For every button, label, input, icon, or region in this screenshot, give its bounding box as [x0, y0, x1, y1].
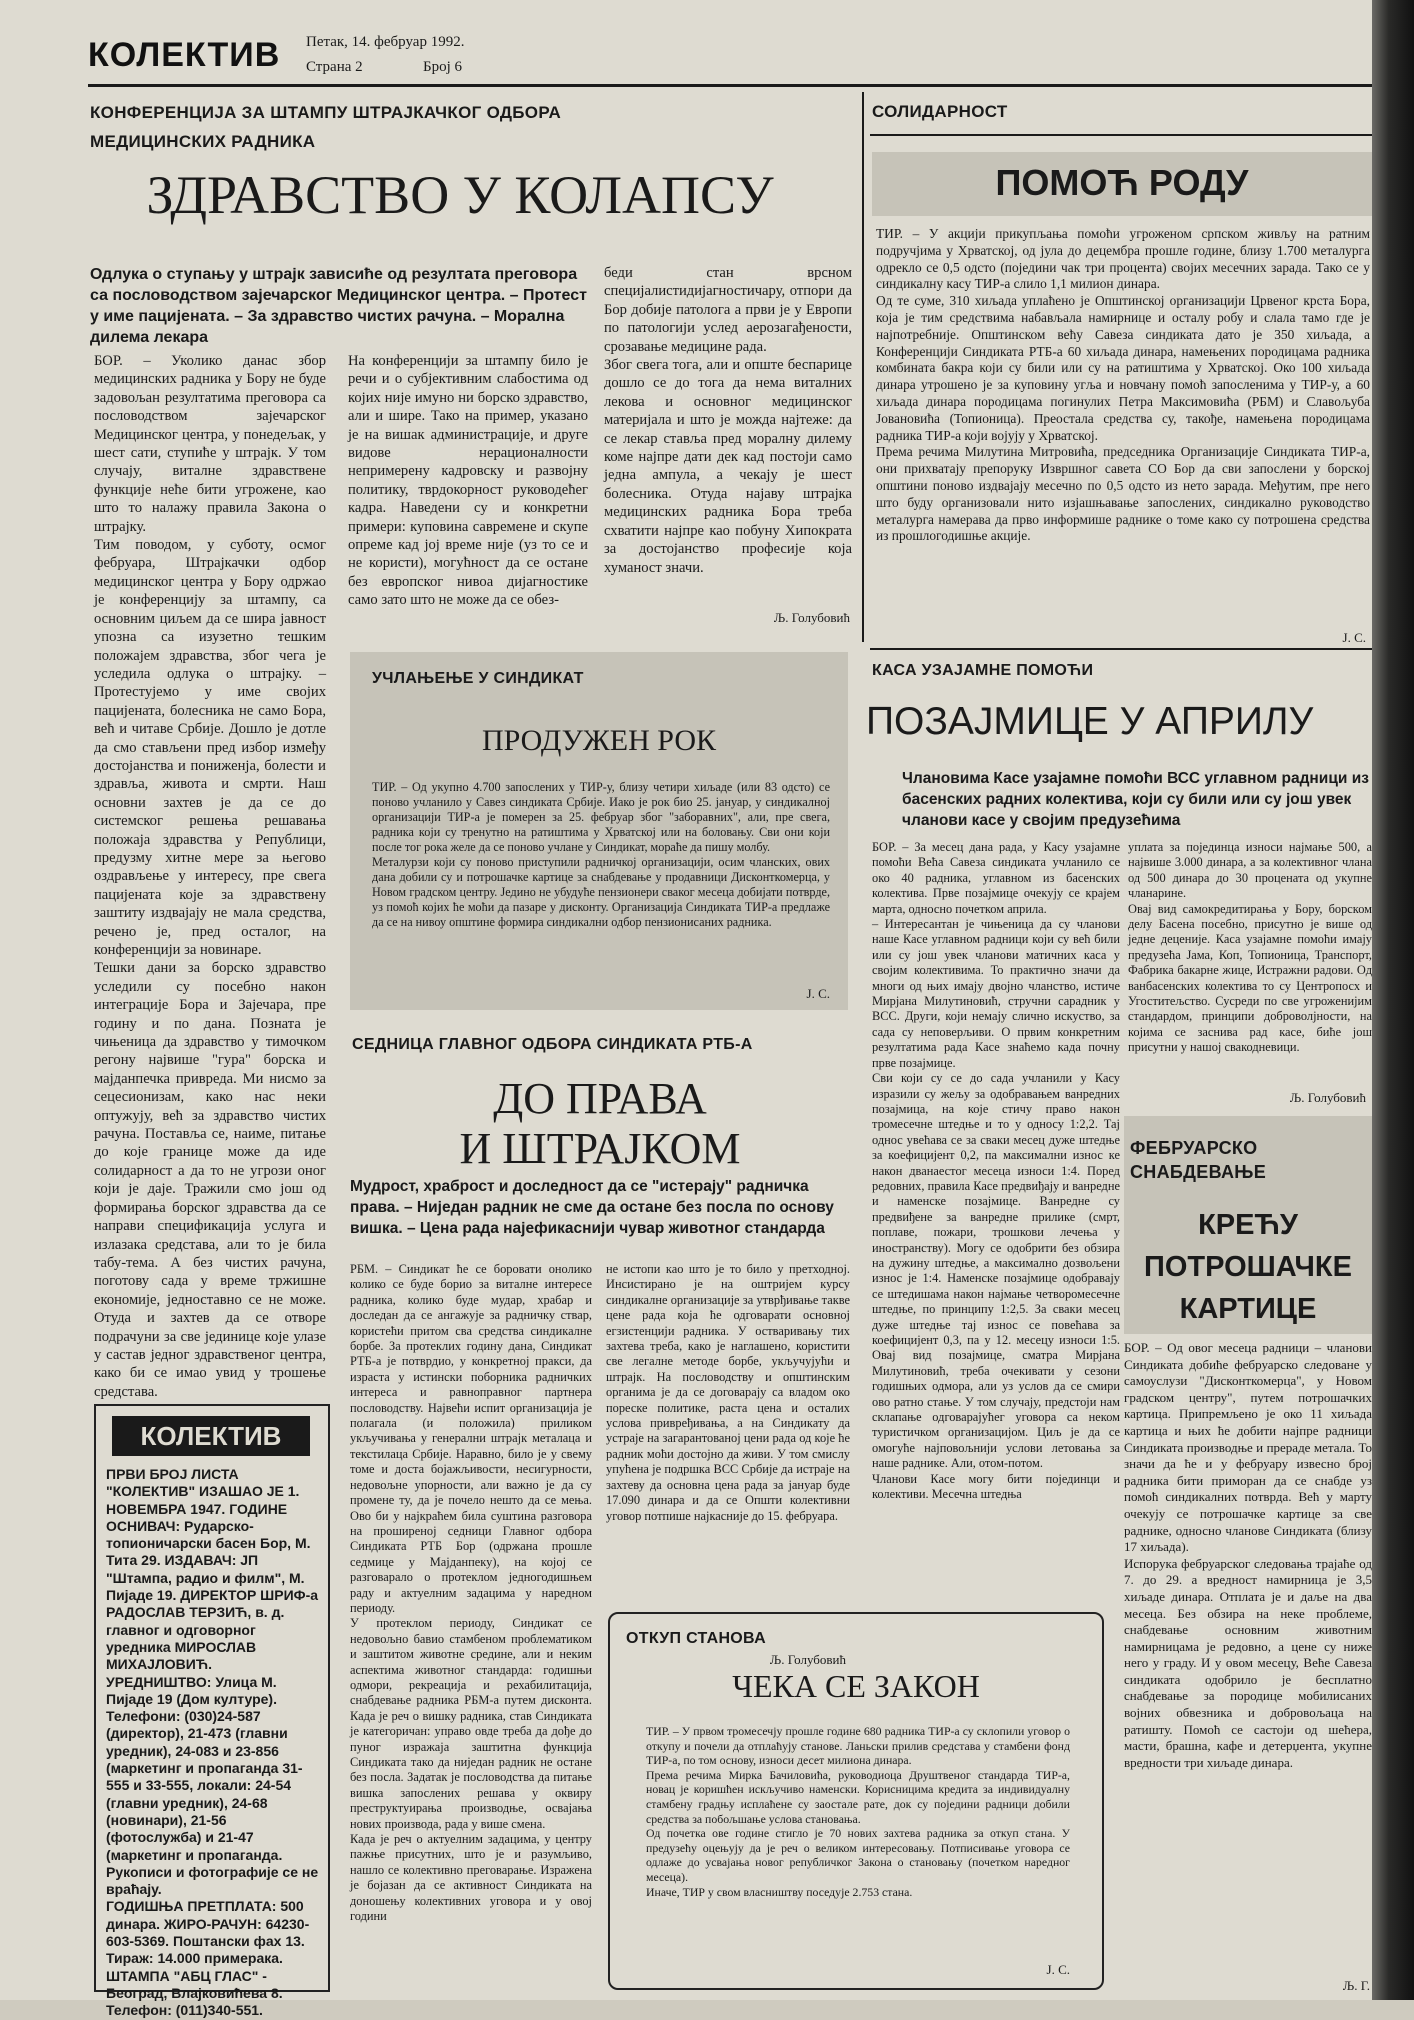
solidarnost-banner: [872, 152, 1372, 216]
main-column-3: беди стан врсном специјалистидијагностичару, отпори да Бор добије патолога а први је у Европи по патологији услед аерозагађености, срозавање медицине рада. Због свега тога, али и опште беспарице дошло се до тога да нема виталних лекова и основног медицинског материјала и што је можда најтеже: да се лекар ставља пред моралну дилему коме најпре дати дек кад постоји само једна ампула, а чекају је шест болесника. Отуда најаву штрајка медицинских радника Бора треба схватити најпре као побуну Хипократа за достојанство професије која хуманост значи.: [604, 265, 852, 576]
main-lead: Одлука о ступању у штрајк зависиће од резултата преговора са пословодством зајечарског Медицинског центра. – Протест у име пацијената. – За здравство чистих рачуна. – Морална дилема лекара: [90, 266, 587, 346]
stanovi-text: ТИР. – У првом тромесечју прошле године 680 радника ТИР-а су склопили уговор о откупу и почели да отплаћују станове. Ланьски прилив средстава у стамбени фонд ТИР-а, по том основу, износи десет милиона динара. Према речима Мирка Бачиловића, руководиоца Друштвеног стандарда ТИР-а, новац је коришћен искључиво наменски. Корисницима кредита за индивидуалну стамбену градњу исплаћене су заостале рате, док су поједини радници добили средства за побољшање услова становања. Од почетка ове године стигло је 70 нових захтева радника за откуп стана. У предузећу оцењују да је реч о великом интересовању. Потписивање уговора се одлаже до усвајања новог републичког Закона о становању (почетком наредног месеца). Иначе, ТИР у свом власништву поседује 2.753 стана.: [646, 1724, 1070, 1899]
kasa-lead: Члановима Касе узајамне помоћи ВСС углавном радници из басенских радних колектива, који су били или су још увек чланови касе у својим предузећима: [902, 770, 1369, 829]
stanovi-kicker: ОТКУП СТАНОВА: [626, 1630, 766, 1647]
kartice-headline-line3: КАРТИЦЕ: [1179, 1293, 1317, 1325]
kartice-text: БОР. – Од овог месеца радници – чланови Синдиката добиће фебруарско следоване у самоуслузи "Дисконткомерца", у Новом градском центру", путем потрошачких картица. Припремљено је око 11 хиљада картица и њих ће добити најпре радници Синдиката производње и прераде метала. То значи да ће и у фебруару извесно број радника бити приморан да се снабде уз помоћ синдикалних потврда. Већ у марту очекују се потрошачке картице за све раднике, односно чланове Синдиката (близу 17 хиљада). Испорука фебруарског следовања трајаће од 7. до 29. а вредност намирница је 3,5 хиљаде динара. Отплата је и даље на два месеца. Без обзира на неке проблеме, снабдевање основним животним намирницама је редовно, а цене су ниже него у граду. И у овом месецу, Веће Савеза синдиката одобрило је бесплатно снабдевање за породице мобилисаних војних обвезника и добровољаца на ратишту. Помоћ се састоји од шећера, масти, брашна, кафе и детерџента, укупне вредности три хиљаде динара.: [1124, 1340, 1372, 1770]
strike-headline-line1: ДО ПРАВА: [493, 1074, 707, 1123]
solidarnost-headline: ПОМОЋ РОДУ: [995, 162, 1249, 203]
rok-headline: ПРОДУЖЕН РОК: [481, 724, 717, 757]
box-stanovi: [608, 1612, 1104, 1990]
impressum-logo: КОЛЕКТИВ: [112, 1416, 310, 1456]
kasa-headline: ПОЗАЈМИЦЕ У АПРИЛУ: [866, 700, 1314, 743]
rok-signature: J. С.: [806, 986, 830, 1001]
kartice-banner: [1124, 1116, 1372, 1334]
box-rok: [350, 652, 848, 1010]
kartice-signature: Љ. Г.: [1342, 1978, 1370, 1993]
page-number: Страна 2: [306, 59, 363, 75]
stanovi-signature: J. С.: [1046, 1962, 1070, 1977]
strike-column-2: не истопи као што је то било у претходној. Инсистирано је на оштријем курсу синдикалне организације за утврђивање такве цене рада која ће одговарати основној егзистенцији радника. У остваривању тих захтева треба, како је наглашено, користити све легалне методе борбе, укључујући и штрајк. На пословодству и општинским органима је да се договарају са владом око пореске политике, раста цена и осталих услова привређивања, а на Синдикату да устраје на загарантованој цени рада од које ће радник моћи достојно да живи. У том смислу упућена је подршка ВСС Србије да истраје на захтеву да основна цена рада за јануар буде 17.090 динара и да се Општи колективни уговор потпише најкасније до 15. фебруара.: [606, 1262, 850, 1523]
binding-shadow: [1372, 0, 1414, 2000]
impressum-box: [94, 1404, 330, 2019]
kasa-column-1: БОР. – За месец дана рада, у Касу узајамне помоћи Већа Савеза синдиката учланило се око 40 радника, углавном из басенских колектива. Прве позајмице очекују се крајем марта, односно почетком априла. – Интересантан је чињеница да су чланови наше Касе углавном радници који су већ били или су још увек чланови матичних каса у својим колективима. То практично значи да многи од њих имају двојно чланство, истиче Мирјана Милутиновић, стручни сарадник у ВСС. Други, који немају слично искуство, за сада су неповерљиви. О првим конкретним резултатима рада Касе знаћемо када почну прве позајмице. Сви који су се до сада учланили у Касу изразили су жељу за одобравањем ванредних позајмица, на које стичу право након тромесечне штедње и то у односу 1:2,2. Тај однос увећава се за сваки месец дуже штедње за коефицијент 0,2, па максимални износ ке након дванаестог месеца износи 1:4. Поред редовних, правила Касе предвиђају и ванредне и наменске позајмице. Ванредне су предвиђене за ванредне прилике (смрт, поплаве, пожари, трошкови лечења у иностранству). Могу се одобрити без обзира на дужину штедње, а максимално дозвољени износ је 1:4. Наменске позајмице одобравају се штедишама након најмање четворомесечне штедње, по принципу 1:2,5. За сваки месец дуже штедње тај износ се повећава за коефицијент 0,3, па у 12. месецу износи 1:5. Овај вид позајмице, сматра Мирјана Милутиновић, треба очекивати у сезони годишњих одмора, али уз услов да се смири ово ратно стање. У том случају, предстоји нам склапање одговарајућег уговора са неком туристичком организацијом. Циљ је да се омогуће најповољнији услови летовања за наше раднике. Али, отом-потом. Чланови Касе могу бити појединци и колективи. Месечна штедња: [872, 840, 1120, 1502]
kartice-headline-line1: КРЕЋУ: [1198, 1209, 1298, 1241]
main-kicker: КОНФЕРЕНЦИЈА ЗА ШТАМПУ ШТРАЈКАЧКОГ ОДБОРА МЕДИЦИНСКИХ РАДНИКА: [90, 103, 562, 151]
main-column-1: БОР. – Уколико данас збор медицинских радника у Бору не буде задовољан резултатима преговора са пословодством зајечарског Медицинског центра, у понедељак, у шест сати, ступиће у штрајк. У том случају, виталне здравствене функције неће бити угрожене, као што то налажу правила Закона о штрајку. Тим поводом, у суботу, осмог фебруара, Штрајкачки одбор медицинског центра у Бору одржао је конференцију за штампу, са основним циљем да се шира јавност упозна са изузетно тешким положајем здравства, због чега је уследила одлука о штрајку. – Протестујемо у име својих пацијената, болесника не само Бора, већ и читаве Србије. Дошло је дотле да смо стављени пред избор између достојанства и пониженја, болести и здравља, живота и смрти. Наш основни захтев је да се до системског решења решавања положаја здравства у Републици, предузму хитне мере за његово оздрављење у интересу, пре свега пацијената које за здравствену заштиту издвајају не мала средства, речено је, пред осталог, на конференцији за новинаре. Тешки дани за борско здравство уследили су посебно након интеграције Бора и Зајечара, пре годину и по дана. Позната је чињеница да здравство у тимочком регону највише "гура" борска и мајданпечка привреда. Ми нисмо за сецесионизам, како нас неки оптужују, већ за здравство чистих рачуна. Поставља се, наиме, питање до које границе може да иде солидарност а да то не угрози оног који је даје. Тражили смо још од формирања борског здравства да се направи спецификација услуга и излазака средстава, али то је била табу-тема. А без чистих рачуна, поготову сада у време тржишне економије, једноставно се не може. Отуда и захтев да се отворе подрачуни за све јединице које улазе у састав једног здравственог центра, како би се имао увид у трошење средстава.: [94, 353, 326, 1400]
rok-text: ТИР. – Од укупно 4.700 запослених у ТИР-у, близу четири хиљаде (или 83 одсто) се поново учланило у Савез синдиката Србије. Иако је рок био 25. јануар, у синдикалној организацији ТИР-а је померен за 25. фебруар због "заборавних", али, пре свега, радника који су тренутно на ратиштима у Хрватској или на боловању. Сви они који после тог рока желе да се поново учлане у Синдикат, мораће да пишу молбу. Металурзи који су поново приступили радничкој организацији, осим чланских, ових дана добили су и потрошачке картице за снабдевање у продавници Дисконткомерца, у Новом градском центру. Једино не убудуће пензионери сваког месеца добијати потврде, уз помоћ којих ће моћи да пазаре у дисконту. Организација Синдиката ТИР-а предлаже да се на нивоу општине формира синдикални одбор пензионисаних радника.: [372, 780, 830, 929]
masthead-logo: КОЛЕКТИВ: [88, 36, 281, 74]
rok-kicker: УЧЛАЊЕЊЕ У СИНДИКАТ: [372, 670, 584, 687]
main-headline: ЗДРАВСТВО У КОЛАПСУ: [146, 165, 774, 225]
section-rule: [870, 648, 1372, 650]
solidarnost-signature: J. С.: [1342, 630, 1366, 645]
issue-date: Петак, 14. фебруар 1992.: [306, 34, 465, 50]
issue-number: Број 6: [423, 59, 463, 75]
main-signature: Љ. Голубовић: [773, 610, 850, 625]
strike-headline-line2: И ШТРАЈКОМ: [459, 1124, 741, 1173]
solidarnost-text: ТИР. – У акцији прикупљања помоћи угроженом српском живљу на ратним подручјима у Хрватској, од јула до децембра прошле године, близу 1.700 металурга одрекло се 0,5 одсто (поједини чак три процента) својих месечних зарада. Тако се у синдикалну касу ТИР-а слило 1,1 милион динара. Од те суме, 310 хиљада уплаћено је Општинској организацији Црвеног крста Бора, која је тим средствима набављала намирнице и осталу робу и слала тамо где је најпотребније. Општинском већу Савеза синдиката дато је 350 хиљада, а Конференцији Синдиката РТБ-а 60 хиљада динара, намењених породицама радника комбината бакра који су били или су на ратиштима у Хрватској. Око 100 хиљада динара утрошено је за куповину угља и новчану помоћ запосленима у ТИР-у, а 60 хиљада динара породицама погинулих Петра Максимовића (РБМ) и Славољуба Јовановића (Топионица). Преостала средства су, такође, намењена породицама радника ТИР-а који војују у Хрватској. Према речима Милутина Митровића, председника Организације Синдиката ТИР-а, они прихватају препоруку Извршног савета СО Бор да сви запослени у борској општини поново издвајају месечно по 0,5 одсто из нето зарада. Међутим, пре него што буду организовали нито изјашњавање запослених, синдикално руководство металурга намерава да прво информише раднике о томе како су потрошена средства из прошлогодишње акције.: [876, 226, 1370, 544]
kasa-signature: Љ. Голубовић: [1289, 1090, 1366, 1105]
kasa-kicker: КАСА УЗАЈАМНЕ ПОМОЋИ: [872, 662, 1094, 679]
masthead-rule: [88, 84, 1372, 87]
main-column-2: На конференцији за штампу било је речи и о субјективним слабостима од којих није имуно ни борско здравство, али и шире. Тако на пример, указано је на вишак администрације, и друге видове нерационалности непримерену кадровску и развојну политику, тврдокорност руководећег кадра. Наведени су и конкретни примери: куповина савремене и скупе опреме кад јој време није (уз то се и не користи), могућност да се остане без европског нивоа дијагностике само зато што не може да се обез-: [348, 353, 588, 609]
stanovi-headline: ЧЕКА СЕ ЗАКОН: [732, 1668, 980, 1704]
strike-column-1: РБМ. – Синдикат ће се боровати онолико колико се буде борио за виталне интересе радника, колико буде мудар, храбар и доследан да се ангажује за радничку ствар, користећи притом сва средства синдикалне борбе. За протеклих годину дана, Синдикат РТБ-а је потврдио, у конкретној пракси, да израста у истински поборника радничких интереса и равноправног партнера пословодству. Највећи испит организација је полагала (и положила) приликом укључивања у генерални штрајк металаца и текстилаца Србије. Наравно, било је у свему томе и доста бојажљивости, несигурности, недовољне упорности, али важно је да су промене ту, да је почело нешто да се мења. Ово би у најкраћем била суштина разговора на проширеној седници Главног одбора Синдиката РТБ Бор (одржана прошле седмице у Мајданпеку), на којој се разговарало о протеклом једногодишњем раду и актуелним задацима у наредном периоду. У протеклом периоду, Синдикат се недовољно бавио стамбеном проблематиком и заштитом животне средине, али и неким аспектима животног стандарда: годишњи одмори, рекреација и рехабилитација, снабдевање радника РБМ-а путем дисконта. Када је реч о вишку радника, став Синдиката је категоричан: управо овде треба да дође до пуног изражаја заштитна функција Синдиката тако да ниједан радник не остане без посла. Задатак је пословодства да питање вишка запослених решава у оквиру преструктуирања производње, освајања нових производа, рада у више смена. Када је реч о актуелним задацима, у центру пажње присутних, што је и разумљиво, нашло се колективно преговарање. Изражена је бојазан да се активност Синдиката на доношењу колективних уговора и у овој години: [350, 1262, 592, 1924]
impressum-text: ПРВИ БРОЈ ЛИСТА "КОЛЕКТИВ" ИЗАШАО ЈЕ 1. НОВЕМБРА 1947. ГОДИНЕ ОСНИВАЧ: Рударско-топионичарски басен Бор, М. Тита 29. ИЗДАВАЧ: ЈП "Штампа, радио и филм", М. Пијаде 19. ДИРЕКТОР ШРИФ-а РАДОСЛАВ ТЕРЗИЋ, в. д. главног и одговорног уредника МИРОСЛАВ МИХАЈЛОВИЋ. УРЕДНИШТВО: Улица М. Пијаде 19 (Дом културе). Телефони: (030)24-587 (директор), 21-473 (главни уредник), 24-083 и 23-856 (маркетинг и пропаганда 31-555 и 33-555, локали: 24-54 (главни уредник), 24-68 (новинари), 21-56 (фотослужба) и 21-47 (маркетинг и пропаганда. Рукописи и фотографије се не враћају. ГОДИШЊА ПРЕТПЛАТА: 500 динара. ЖИРО-РАЧУН: 64230-603-5369. Поштански фах 13. Тираж: 14.000 примерака. ШТАМПА "АБЦ ГЛАС" - Београд, Влајковићева 8. Телефон: (011)340-551.: [106, 1466, 319, 2019]
strike-signature: Љ. Голубовић: [769, 1652, 846, 1667]
column-divider: [862, 92, 864, 642]
strike-kicker: СЕДНИЦА ГЛАВНОГ ОДБОРА СИНДИКАТА РТБ-А: [352, 1036, 753, 1053]
solidarnost-kicker: СОЛИДАРНОСТ: [872, 102, 1008, 121]
solidarnost-rule: [870, 134, 1372, 136]
kasa-column-2: уплата за појединца износи најмање 500, а највише 3.000 динара, а за колективног члана од 500 динара до 30 процената од укупне чланарине. Овај вид самокредитирања у Бору, борском делу Басена посебно, присутно је више од једне деценије. Каса узајамне помоћи имају предузећа Јама, Коп, Топионица, Транспорт, Фабрика бакарне жице, Истражни радови. Од ванбасенских колектива то су Центропосх и Угоститељство. Сусреди по све угроженијим стандардом, принципи доброволјности, на којима се заснива рад касе, биће још присутни у нашој свакодневици.: [1128, 840, 1372, 1055]
kartice-kicker: ФЕБРУАРСКО СНАБДЕВАЊЕ: [1130, 1138, 1266, 1182]
strike-lead: Мудрост, храброст и доследност да се "истерају" радничка права. – Ниједан радник не сме да остане без посла по основу вишка. – Цена рада најефикаснији чувар животног стандарда: [350, 1178, 834, 1237]
kartice-headline-line2: ПОТРОШАЧКЕ: [1144, 1251, 1352, 1283]
